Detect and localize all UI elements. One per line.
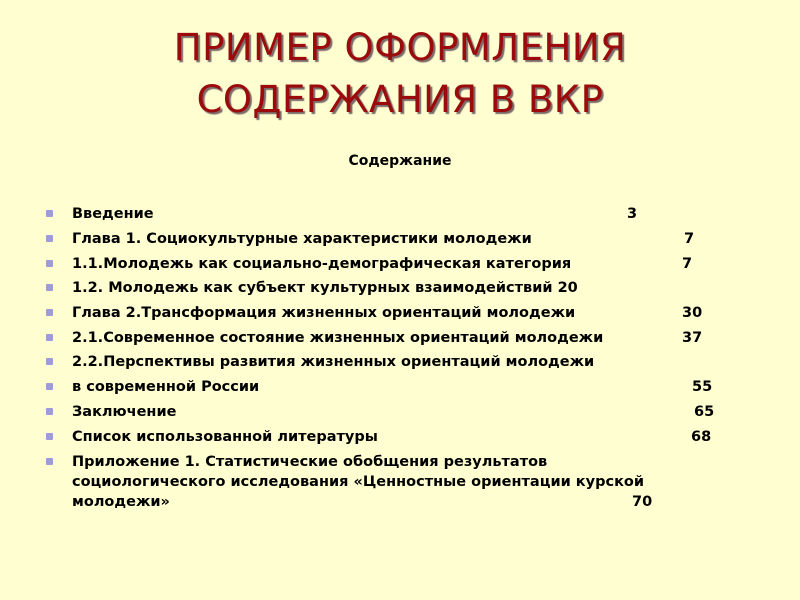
toc-page-number: 7 (684, 231, 695, 247)
toc-item-text: Глава 1. Социокультурные характеристики молодежи (72, 231, 532, 247)
toc-item (72, 452, 732, 512)
toc-item-text-line: молодежи» (72, 494, 170, 510)
toc-page-number: 3 (627, 206, 638, 222)
bullet-icon (46, 358, 53, 365)
toc-item-text-line: Приложение 1. Статистические обобщения результатов (72, 454, 548, 470)
toc-page-number: 65 (694, 404, 715, 420)
toc-item-text: Введение (72, 206, 154, 222)
toc-item-text: 1.1.Молодежь как социально-демографическая категория (72, 256, 572, 272)
toc-item-text: в современной России (72, 379, 260, 395)
toc-item-text-line: социологического исследования «Ценностные ориентации курской (72, 474, 645, 490)
slide-title (0, 22, 800, 126)
toc-item-text: 1.2. Молодежь как субъект культурных взаимодействий 20 (72, 280, 578, 296)
toc-item-text: Заключение (72, 404, 177, 420)
bullet-icon (46, 284, 53, 291)
toc-item-text: Глава 2.Трансформация жизненных ориентаций молодежи (72, 305, 576, 321)
bullet-icon (46, 408, 53, 415)
bullet-icon (46, 383, 53, 390)
bullet-icon (46, 433, 53, 440)
toc-item (72, 328, 732, 348)
toc-page-number: 55 (692, 379, 713, 395)
toc-page-number: 37 (682, 330, 703, 346)
bullet-icon (46, 334, 53, 341)
toc-item-text: Список использованной литературы (72, 429, 378, 445)
toc-item (72, 427, 732, 447)
toc-item (72, 377, 732, 397)
bullet-icon (46, 309, 53, 316)
toc-item (72, 402, 732, 422)
slide-title-line-1: ПРИМЕР ОФОРМЛЕНИЯ (173, 26, 627, 69)
bullet-icon (46, 260, 53, 267)
toc-item-text: 2.1.Современное состояние жизненных ориентаций молодежи (72, 330, 604, 346)
bullet-icon (46, 458, 53, 465)
toc-item (72, 303, 732, 323)
toc-page-number: 7 (682, 256, 693, 272)
toc-page-number: 68 (691, 429, 712, 445)
toc-item-text: 2.2.Перспективы развития жизненных ориентаций молодежи (72, 354, 595, 370)
toc-page-number: 70 (632, 494, 653, 510)
toc-item (72, 204, 732, 224)
bullet-icon (46, 210, 53, 217)
toc-item (72, 278, 732, 298)
slide-title-line-2: СОДЕРЖАНИЯ В ВКР (196, 78, 604, 121)
toc-item (72, 229, 732, 249)
toc-heading: Содержание (348, 153, 452, 169)
toc-item (72, 352, 732, 372)
bullet-icon (46, 235, 53, 242)
toc-page-number: 30 (682, 305, 703, 321)
toc-item (72, 254, 732, 274)
